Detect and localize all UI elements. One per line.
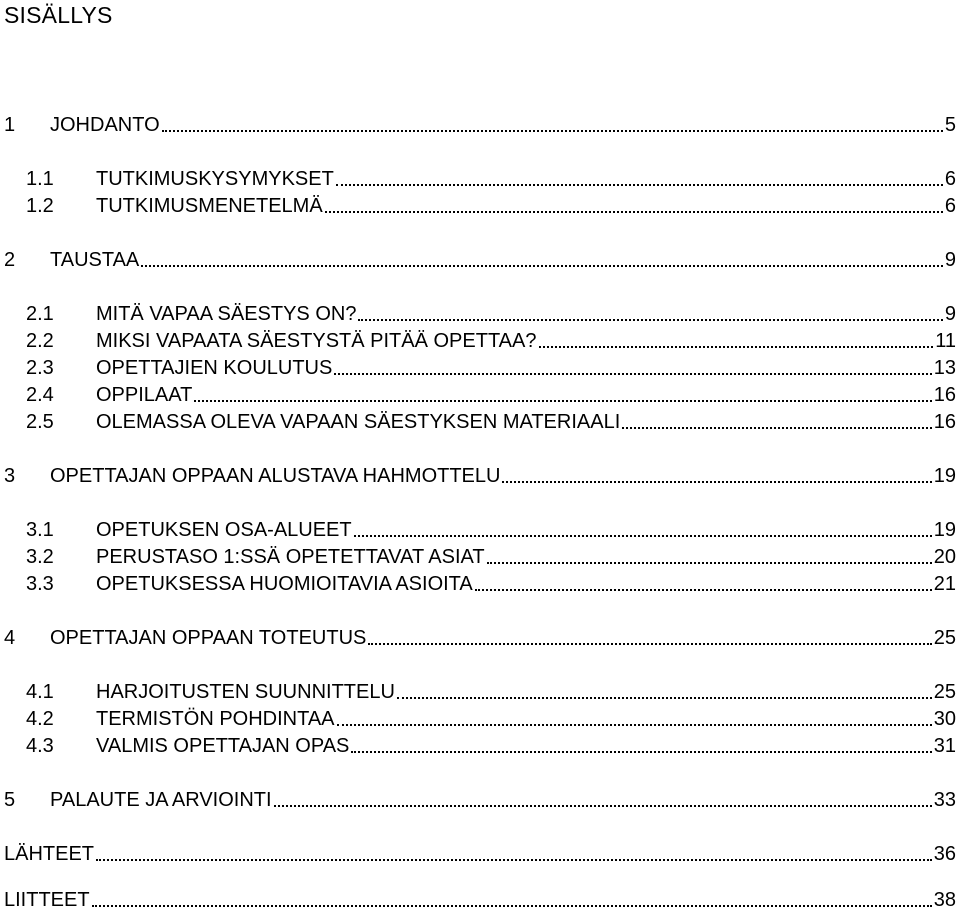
toc-entry-page-number: 5 bbox=[944, 114, 956, 136]
toc-entry-number: 2.1 bbox=[26, 303, 54, 325]
toc-entry-number: 1 bbox=[4, 114, 16, 136]
toc-entry-title: TUTKIMUSKYSYMYKSET bbox=[96, 168, 334, 190]
toc-dot-leader bbox=[487, 562, 932, 564]
toc-entry-title: OPPILAAT bbox=[96, 384, 193, 406]
toc-entry-page-number: 36 bbox=[933, 843, 956, 865]
toc-title: SISÄLLYS bbox=[4, 2, 113, 28]
toc-entry-title: OPETTAJAN OPPAAN ALUSTAVA HAHMOTTELU bbox=[50, 465, 501, 487]
toc-entry-page-number: 9 bbox=[944, 249, 956, 271]
toc-entry-number: 4 bbox=[4, 627, 16, 649]
toc-entry[interactable] bbox=[4, 839, 956, 865]
toc-entry-page-number: 33 bbox=[933, 789, 956, 811]
toc-dot-leader bbox=[354, 535, 932, 537]
toc-dot-leader bbox=[162, 130, 943, 132]
toc-entry-number: 4.2 bbox=[26, 708, 54, 730]
toc-entry[interactable] bbox=[4, 461, 956, 487]
toc-dot-leader bbox=[96, 859, 932, 861]
toc-entry-number: 1.1 bbox=[26, 168, 54, 190]
toc-entry-number: 3.2 bbox=[26, 546, 54, 568]
toc-entry-title: PERUSTASO 1:SSÄ OPETETTAVAT ASIAT bbox=[96, 546, 485, 568]
toc-dot-leader bbox=[334, 373, 931, 375]
toc-dot-leader bbox=[475, 589, 932, 591]
toc-dot-leader bbox=[336, 184, 943, 186]
toc-entry-title: HARJOITUSTEN SUUNNITTELU bbox=[96, 681, 395, 703]
toc-entry-number: 4.1 bbox=[26, 681, 54, 703]
toc-entry-page-number: 19 bbox=[933, 465, 956, 487]
toc-entry[interactable] bbox=[26, 731, 956, 757]
toc-dot-leader bbox=[325, 211, 943, 213]
toc-dot-leader bbox=[337, 724, 932, 726]
toc-entry[interactable] bbox=[26, 380, 956, 406]
toc-entry-page-number: 19 bbox=[933, 519, 956, 541]
toc-entry-title: JOHDANTO bbox=[50, 114, 160, 136]
toc-entry-title: LIITTEET bbox=[4, 889, 90, 911]
toc-entry-page-number: 16 bbox=[933, 384, 956, 406]
toc-entry-number: 2.5 bbox=[26, 411, 54, 433]
toc-entry-page-number: 30 bbox=[933, 708, 956, 730]
toc-entry-number: 4.3 bbox=[26, 735, 54, 757]
toc-entry-title: OPETTAJAN OPPAAN TOTEUTUS bbox=[50, 627, 367, 649]
toc-entry-title: VALMIS OPETTAJAN OPAS bbox=[96, 735, 350, 757]
toc-entry-title: OPETUKSEN OSA-ALUEET bbox=[96, 519, 352, 541]
toc-entry-title: MITÄ VAPAA SÄESTYS ON? bbox=[96, 303, 357, 325]
toc-entry-page-number: 13 bbox=[933, 357, 956, 379]
toc-dot-leader bbox=[194, 400, 931, 402]
toc-dot-leader bbox=[358, 319, 942, 321]
toc-entry-number: 2.2 bbox=[26, 330, 54, 352]
toc-entry-page-number: 6 bbox=[944, 168, 956, 190]
toc-entry[interactable] bbox=[4, 245, 956, 271]
toc-entry[interactable] bbox=[4, 623, 956, 649]
toc-entry-number: 3.3 bbox=[26, 573, 54, 595]
toc-dot-leader bbox=[622, 427, 931, 429]
toc-entry-title: PALAUTE JA ARVIOINTI bbox=[50, 789, 272, 811]
toc-entry[interactable] bbox=[26, 515, 956, 541]
toc-dot-leader bbox=[274, 805, 932, 807]
toc-entry-number: 2.4 bbox=[26, 384, 54, 406]
toc-entry-page-number: 6 bbox=[944, 195, 956, 217]
toc-entry-title: OLEMASSA OLEVA VAPAAN SÄESTYKSEN MATERIAALI bbox=[96, 411, 621, 433]
toc-entry[interactable] bbox=[26, 191, 956, 217]
toc-entry-page-number: 20 bbox=[933, 546, 956, 568]
toc-entry-title: TUTKIMUSMENETELMÄ bbox=[96, 195, 323, 217]
toc-entry-title: TAUSTAA bbox=[50, 249, 140, 271]
toc-entry-page-number: 9 bbox=[944, 303, 956, 325]
toc-entry[interactable] bbox=[4, 785, 956, 811]
toc-dot-leader bbox=[397, 697, 932, 699]
toc-dot-leader bbox=[502, 481, 931, 483]
toc-entry-title: MIKSI VAPAATA SÄESTYSTÄ PITÄÄ OPETTAA? bbox=[96, 330, 537, 352]
toc-entry-page-number: 25 bbox=[933, 627, 956, 649]
toc-entry-number: 3 bbox=[4, 465, 16, 487]
toc-entry[interactable] bbox=[26, 326, 956, 352]
toc-dot-leader bbox=[92, 905, 932, 907]
toc-dot-leader bbox=[368, 643, 931, 645]
toc-entry-page-number: 38 bbox=[933, 889, 956, 911]
toc-dot-leader bbox=[351, 751, 931, 753]
toc-entry-page-number: 21 bbox=[933, 573, 956, 595]
toc-entry-page-number: 16 bbox=[933, 411, 956, 433]
toc-entry-title: OPETUKSESSA HUOMIOITAVIA ASIOITA bbox=[96, 573, 473, 595]
toc-entry-number: 2.3 bbox=[26, 357, 54, 379]
toc-entry[interactable] bbox=[26, 407, 956, 433]
toc-entry-page-number: 25 bbox=[933, 681, 956, 703]
toc-entry-page-number: 11 bbox=[935, 330, 956, 352]
toc-entry-title: OPETTAJIEN KOULUTUS bbox=[96, 357, 333, 379]
toc-entry[interactable] bbox=[26, 542, 956, 568]
toc-entry[interactable] bbox=[26, 299, 956, 325]
toc-dot-leader bbox=[141, 265, 943, 267]
toc-entry-number: 1.2 bbox=[26, 195, 54, 217]
toc-entry-number: 5 bbox=[4, 789, 16, 811]
toc-entry-number: 3.1 bbox=[26, 519, 54, 541]
toc-entry-number: 2 bbox=[4, 249, 16, 271]
toc-entry[interactable] bbox=[4, 885, 956, 911]
toc-entry-page-number: 31 bbox=[933, 735, 956, 757]
toc-dot-leader bbox=[539, 346, 934, 348]
toc-entry[interactable] bbox=[26, 704, 956, 730]
toc-entry-title: TERMISTÖN POHDINTAA bbox=[96, 708, 335, 730]
toc-entry[interactable] bbox=[26, 569, 956, 595]
toc-entry[interactable] bbox=[26, 353, 956, 379]
toc-entry[interactable] bbox=[26, 677, 956, 703]
toc-entry[interactable] bbox=[4, 110, 956, 136]
toc-entry[interactable] bbox=[26, 164, 956, 190]
toc-entry-title: LÄHTEET bbox=[4, 843, 95, 865]
